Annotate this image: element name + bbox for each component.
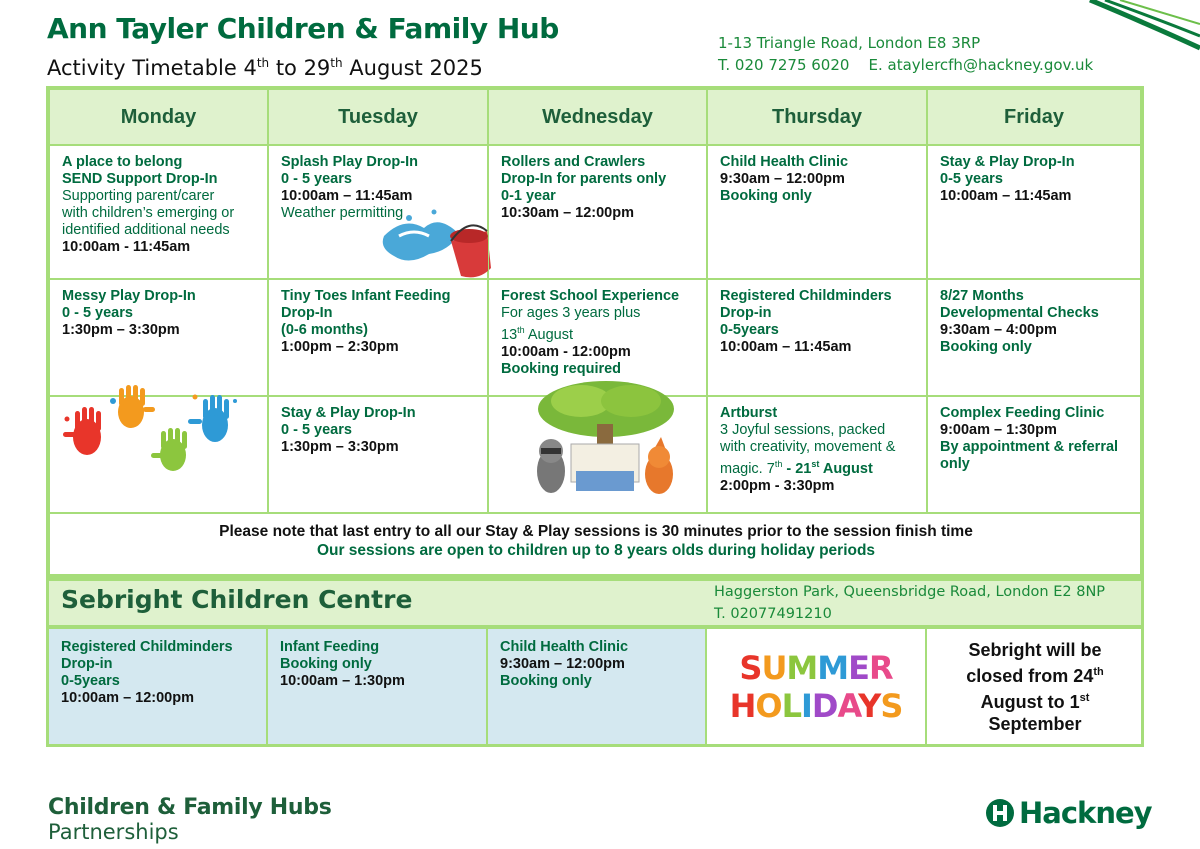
hub-email[interactable]: E. ataylercfh@hackney.gov.uk xyxy=(868,56,1094,74)
holidays-word: HOLIDAYS xyxy=(729,686,903,725)
swoosh-decoration xyxy=(1060,0,1200,60)
tree-animals-icon xyxy=(531,379,681,509)
session-wednesday-forest: Forest School Experience For ages 3 years plus 13th August 10:00am - 12:00pm Booking required xyxy=(488,279,707,396)
session-thursday-childminders: Registered Childminders Drop-in 0-5years 10:00am – 11:45am xyxy=(707,279,927,396)
hub-address: 1-13 Triangle Road, London E8 3RP xyxy=(718,34,981,52)
notice-line-1: Please note that last entry to all our Stay & Play sessions is 30 minutes prior to the session finish time xyxy=(219,523,973,540)
session-friday-checks: 8/27 Months Developmental Checks 9:30am – 4:00pm Booking only xyxy=(927,279,1141,396)
footer-org-line2: Partnerships xyxy=(48,820,179,844)
day-header-wednesday: Wednesday xyxy=(488,89,707,145)
sebright-phone: T. 02077491210 xyxy=(714,606,832,622)
session-tuesday-stay-play: Stay & Play Drop-In 0 - 5 years 1:30pm – 3:30pm xyxy=(268,396,488,513)
sebright-health-clinic: Child Health Clinic 9:30am – 12:00pm Booking only xyxy=(488,629,707,744)
session-tuesday-splash: Splash Play Drop-In 0 - 5 years 10:00am – 11:45am Weather permitting xyxy=(268,145,488,279)
water-bucket-icon xyxy=(379,206,499,284)
handprints-cell xyxy=(49,396,268,513)
hackney-h-icon xyxy=(985,798,1015,828)
summer-holidays-graphic xyxy=(707,629,927,744)
session-wednesday-rollers: Rollers and Crawlers Drop-In for parents only 0-1 year 10:30am – 12:00pm xyxy=(488,145,707,279)
timetable-grid xyxy=(46,86,1144,578)
forest-illustration-cell xyxy=(488,396,707,513)
sebright-grid xyxy=(46,626,1144,747)
sebright-closure-notice: Sebright will be closed from 24th August to 1st September xyxy=(927,629,1141,744)
day-header-friday: Friday xyxy=(927,89,1141,145)
handprints-icon xyxy=(55,377,250,497)
session-tuesday-tiny-toes: Tiny Toes Infant Feeding Drop-In (0-6 months) 1:00pm – 2:30pm xyxy=(268,279,488,396)
session-friday-stay-play: Stay & Play Drop-In 0-5 years 10:00am – 11:45am xyxy=(927,145,1141,279)
footer-org-line1: Children & Family Hubs xyxy=(48,795,332,820)
sebright-infant-feeding: Infant Feeding Booking only 10:00am – 1:30pm xyxy=(268,629,488,744)
sebright-childminders: Registered Childminders Drop-in 0-5years 10:00am – 12:00pm xyxy=(49,629,268,744)
timetable-subtitle: Activity Timetable 4th to 29th August 2025 xyxy=(47,56,483,80)
hub-contact: T. 020 7275 6020 E. ataylercfh@hackney.gov.uk xyxy=(718,56,1094,74)
day-header-thursday: Thursday xyxy=(707,89,927,145)
session-monday-send: A place to belong SEND Support Drop-In Supporting parent/carer with children’s emerging or identified additional needs 10:00am - 11:45am xyxy=(49,145,268,279)
day-header-tuesday: Tuesday xyxy=(268,89,488,145)
hackney-logo: Hackney xyxy=(985,796,1152,830)
session-thursday-artburst: Artburst 3 Joyful sessions, packed with creativity, movement & magic. 7th - 21st August 2:00pm - 3:30pm xyxy=(707,396,927,513)
sebright-address: Haggerston Park, Queensbridge Road, London E2 8NP xyxy=(714,584,1106,600)
summer-word: SUMMER xyxy=(739,648,893,687)
session-monday-messy: Messy Play Drop-In 0 - 5 years 1:30pm – 3:30pm xyxy=(49,279,268,396)
sebright-header xyxy=(46,578,1144,628)
day-header-monday: Monday xyxy=(49,89,268,145)
sebright-title: Sebright Children Centre xyxy=(61,585,413,614)
session-friday-feeding: Complex Feeding Clinic 9:00am – 1:30pm By appointment & referral only xyxy=(927,396,1141,513)
notice-box xyxy=(49,513,1141,575)
page-title: Ann Tayler Children & Family Hub xyxy=(47,12,559,45)
notice-line-2: Our sessions are open to children up to 8 years olds during holiday periods xyxy=(316,542,876,559)
session-thursday-health: Child Health Clinic 9:30am – 12:00pm Booking only xyxy=(707,145,927,279)
